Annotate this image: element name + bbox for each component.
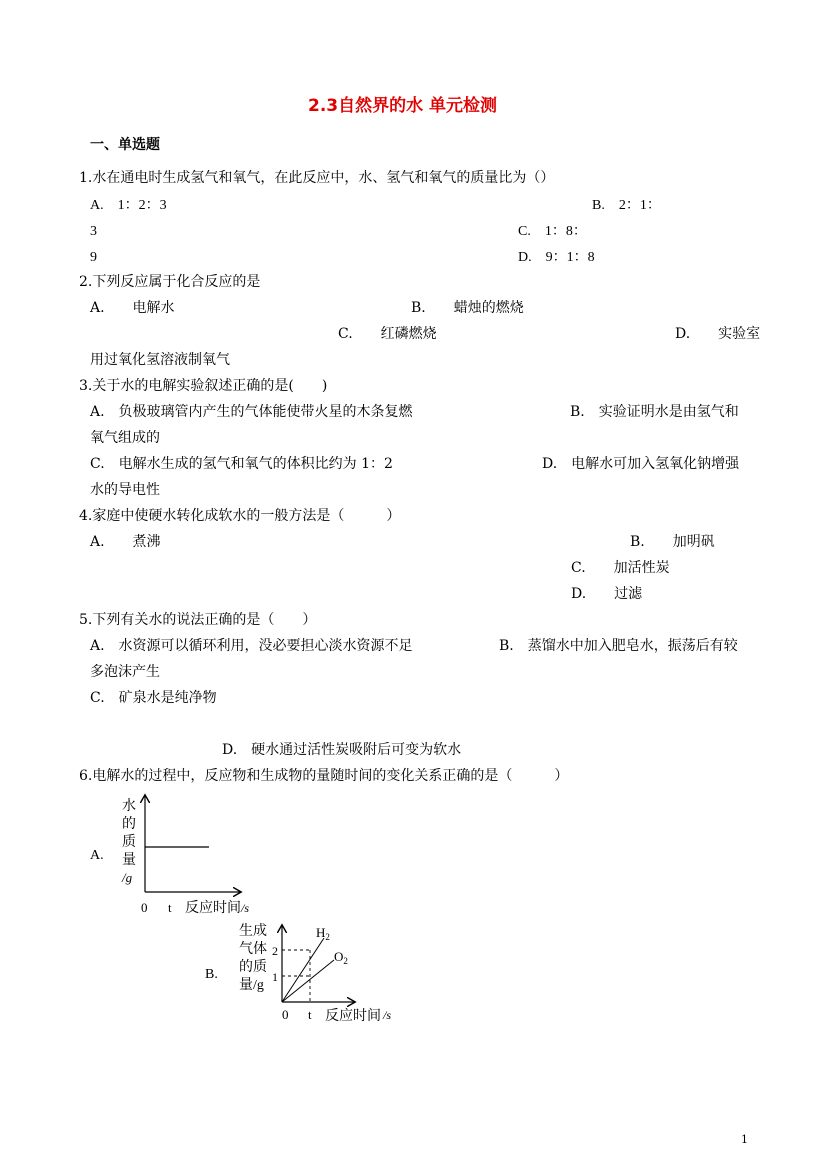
- question-6-stem: 6.电解水的过程中，反应物和生成物的量随时间的变化关系正确的是（ ）: [79, 768, 569, 784]
- graph-b-o2-line: [282, 960, 334, 1002]
- q1-option-b: B. 2：1：: [592, 198, 661, 213]
- q1-option-d: D. 9：1：8: [518, 250, 595, 265]
- q1-option-c: C. 1：8：: [518, 224, 587, 239]
- graph-a-ylabel-3: 质: [122, 835, 136, 850]
- graph-a-yunit: /g: [122, 870, 133, 885]
- q3-option-d-continued: 水的导电性: [90, 482, 160, 498]
- q5-option-c: C. 矿泉水是纯净物: [90, 690, 217, 706]
- q2-option-c: C. 红磷燃烧: [338, 326, 437, 342]
- q2-option-b: B. 蜡烛的燃烧: [411, 300, 524, 316]
- graph-b-ytick-2: 2: [272, 944, 278, 958]
- question-3-stem: 3.关于水的电解实验叙述正确的是( ): [79, 378, 328, 394]
- question-4-stem: 4.家庭中使硬水转化成软水的一般方法是（ ）: [79, 508, 401, 524]
- graph-b-xlabel: 反应时间: [325, 1009, 381, 1024]
- q1-option-c-continued: 9: [90, 250, 97, 265]
- graph-b-ylabel-2: 气体: [239, 942, 267, 957]
- graph-b-h2-line: [282, 938, 324, 1002]
- graph-a-xlabel: 反应时间: [185, 901, 241, 916]
- q3-option-a: A. 负极玻璃管内产生的气体能使带火星的木条复燃: [90, 404, 413, 420]
- graph-b-origin: 0: [282, 1007, 289, 1022]
- q1-option-a: A. 1：2：3: [90, 198, 167, 213]
- graph-a-tick-t: t: [168, 900, 172, 915]
- q2-option-a: A. 电解水: [90, 300, 175, 316]
- q2-option-d-continued: 用过氧化氢溶液制氧气: [90, 352, 230, 368]
- q3-option-b-continued: 氧气组成的: [90, 430, 160, 446]
- q3-option-b: B. 实验证明水是由氢气和: [570, 404, 739, 420]
- graph-a-water-mass: [112, 792, 272, 920]
- graph-b-tick-t: t: [308, 1007, 312, 1022]
- section-heading: 一、单选题: [90, 137, 160, 153]
- graph-b-ytick-1: 1: [272, 970, 278, 984]
- q1-option-b-continued: 3: [90, 224, 97, 239]
- graph-b-series-h2: $H_2$: [316, 925, 330, 942]
- q4-option-a: A. 煮沸: [90, 534, 161, 550]
- q6-option-b-label: B.: [205, 967, 218, 982]
- graph-b-series-o2: $O_2$: [334, 949, 348, 966]
- q5-option-b: B. 蒸馏水中加入肥皂水，振荡后有较: [499, 638, 738, 654]
- page-number: 1: [741, 1133, 748, 1146]
- graph-a-ylabel-2: 的: [122, 817, 136, 832]
- graph-a-origin: 0: [141, 900, 148, 915]
- q3-option-c: C. 电解水生成的氢气和氧气的体积比约为 1：2: [90, 456, 393, 472]
- page-title: 2.3自然界的水 单元检测: [308, 96, 498, 116]
- question-1-stem: 1.水在通电时生成氢气和氧气，在此反应中，水、氢气和氧气的质量比为（）: [79, 170, 555, 186]
- graph-b-gas-mass: [234, 918, 404, 1028]
- q4-option-c: C. 加活性炭: [571, 560, 670, 576]
- graph-a-ylabel-1: 水: [122, 799, 136, 814]
- graph-a-ylabel-4: 量: [122, 853, 136, 868]
- question-2-stem: 2.下列反应属于化合反应的是: [79, 274, 261, 290]
- q5-option-d: D. 硬水通过活性炭吸附后可变为软水: [222, 742, 462, 758]
- q2-option-d: D. 实验室: [675, 326, 761, 342]
- q6-option-a-label: A.: [90, 848, 104, 863]
- question-5-stem: 5.下列有关水的说法正确的是（ ）: [79, 612, 317, 628]
- graph-b-xunit: /s: [383, 1008, 392, 1022]
- q5-option-b-continued: 多泡沫产生: [90, 664, 160, 680]
- q4-option-d: D. 过滤: [571, 586, 643, 602]
- q3-option-d: D. 电解水可加入氢氧化钠增强: [542, 456, 740, 472]
- graph-b-ylabel-1: 生成: [239, 924, 267, 939]
- q5-option-a: A. 水资源可以循环利用，没必要担心淡水资源不足: [90, 638, 413, 654]
- graph-a-xunit: /s: [241, 901, 250, 915]
- graph-b-ylabel-3: 的质: [239, 960, 267, 975]
- q4-option-b: B. 加明矾: [630, 534, 715, 550]
- graph-b-ylabel-4: 量/g: [239, 978, 264, 993]
